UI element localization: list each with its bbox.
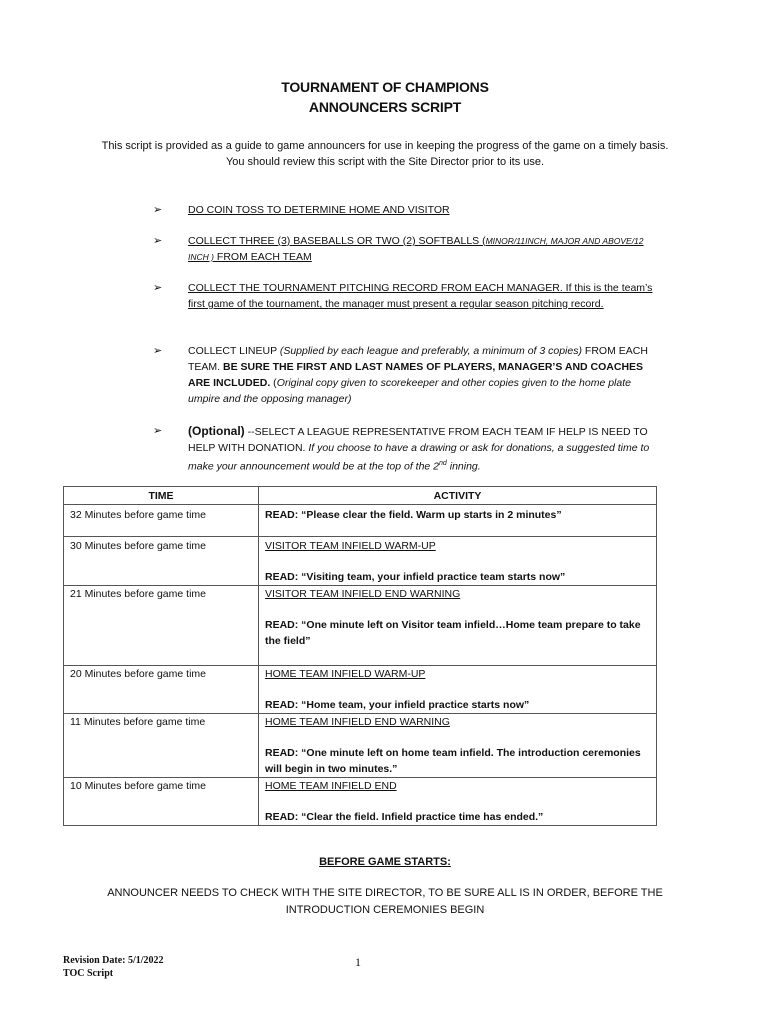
activity-cell: [259, 505, 657, 537]
bullet-text: DO COIN TOSS TO DETERMINE HOME AND VISITOR: [188, 204, 450, 216]
before-game-line-1: ANNOUNCER NEEDS TO CHECK WITH THE SITE DIRECTOR, TO BE SURE ALL IS IN ORDER, BEFORE THE: [107, 887, 663, 899]
bullet-note: (Supplied by each league and preferably, a minimum of 3 copies): [279, 345, 582, 357]
time-cell: 10 Minutes before game time: [64, 778, 259, 826]
activity-cell: [259, 666, 657, 714]
table-row: [64, 505, 657, 537]
bullet-optional-donation: [153, 423, 663, 475]
bullet-coin-toss: [153, 202, 663, 218]
bullet-note-end: inning.: [446, 460, 481, 473]
table-row: [64, 778, 657, 826]
before-game-line-2: INTRODUCTION CEREMONIES BEGIN: [285, 904, 485, 916]
activity-title: HOME TEAM INFIELD END WARNING: [265, 716, 450, 728]
bullet-text: --SELECT A LEAGUE REPRESENTATIVE FROM EACH TEAM IF HELP IS NEED TO HELP WITH DONATION.: [188, 426, 648, 454]
bullet-text: COLLECT THE TOURNAMENT PITCHING RECORD FROM EACH MANAGER.: [188, 282, 563, 294]
activity-cell: [259, 586, 657, 666]
intro-line-1: This script is provided as a guide to game announcers for use in keeping the progress of the game on a timely basis.: [101, 140, 669, 152]
bullet-text-rest: If this is the team’s first game of the tournament, the manager must present a regular season pitching record.: [188, 282, 653, 310]
intro-line-2: You should review this script with the Site Director prior to its use.: [225, 156, 545, 168]
time-cell: 30 Minutes before game time: [64, 537, 259, 586]
read-text: READ: “One minute left on home team infield. The introduction ceremonies will begin in two minutes.”: [265, 747, 641, 775]
bullet-text-end: FROM EACH TEAM: [213, 251, 312, 263]
bullet-note: If you choose to have a drawing or ask for donations, a suggested time to make your announcement would be at the top of the 2: [188, 442, 650, 473]
read-text: READ: “Visiting team, your infield practice team starts now”: [265, 571, 566, 583]
table-row: [64, 537, 657, 586]
bullet-text: COLLECT LINEUP: [188, 345, 280, 357]
time-cell: 11 Minutes before game time: [64, 714, 259, 778]
document-name: TOC Script: [63, 968, 114, 979]
arrow-bullet-icon: ➢: [153, 282, 163, 294]
arrow-bullet-icon: ➢: [153, 204, 163, 216]
document-subtitle: ANNOUNCERS SCRIPT: [308, 99, 462, 115]
bullet-note-2: Original copy given to scorekeeper and other copies given to the home plate umpire and the opposing manager): [188, 377, 631, 405]
table-row: [64, 714, 657, 778]
column-header-activity: ACTIVITY: [259, 487, 657, 505]
read-text: READ: “Please clear the field. Warm up starts in 2 minutes”: [265, 509, 562, 521]
activity-title: HOME TEAM INFIELD WARM-UP: [265, 668, 426, 680]
document-title: TOURNAMENT OF CHAMPIONS: [281, 79, 489, 95]
table-header-row: [64, 487, 657, 505]
schedule-table: [63, 486, 657, 826]
bullet-note: MINOR/11INCH, MAJOR AND ABOVE/12 INCH ): [188, 236, 644, 262]
bullet-sup: nd: [439, 460, 447, 467]
before-game-heading: BEFORE GAME STARTS:: [319, 856, 451, 868]
read-text: READ: “Home team, your infield practice starts now”: [265, 699, 530, 711]
bullet-text: COLLECT THREE (3) BASEBALLS OR TWO (2) SOFTBALLS (: [188, 235, 486, 247]
activity-title: VISITOR TEAM INFIELD WARM-UP: [265, 540, 436, 552]
footer: [63, 954, 164, 980]
bullet-collect-balls: [153, 233, 663, 265]
activity-cell: [259, 778, 657, 826]
bullet-emphasis: BE SURE THE FIRST AND LAST NAMES OF PLAYERS, MANAGER’S AND COACHES ARE INCLUDED.: [188, 361, 644, 389]
bullet-text-2: FROM EACH TEAM.: [188, 345, 648, 373]
table-row: [64, 666, 657, 714]
activity-title: HOME TEAM INFIELD END: [265, 780, 397, 792]
activity-cell: [259, 537, 657, 586]
read-text: READ: “One minute left on Visitor team infield…Home team prepare to take the field”: [265, 619, 641, 647]
page-number: 1: [355, 955, 361, 969]
bullet-pitching-record: [153, 280, 663, 312]
table-row: [64, 586, 657, 666]
time-cell: 20 Minutes before game time: [64, 666, 259, 714]
bullet-paren: (: [270, 377, 277, 389]
activity-title: VISITOR TEAM INFIELD END WARNING: [265, 588, 461, 600]
arrow-bullet-icon: ➢: [153, 345, 163, 357]
bullet-collect-lineup: [153, 343, 663, 407]
column-header-time: TIME: [64, 487, 259, 505]
arrow-bullet-icon: ➢: [153, 425, 163, 437]
activity-cell: [259, 714, 657, 778]
bullet-optional-label: (Optional): [188, 424, 245, 438]
time-cell: 32 Minutes before game time: [64, 505, 259, 537]
arrow-bullet-icon: ➢: [153, 235, 163, 247]
read-text: READ: “Clear the field. Infield practice time has ended.”: [265, 811, 544, 823]
revision-date: Revision Date: 5/1/2022: [63, 955, 164, 966]
time-cell: 21 Minutes before game time: [64, 586, 259, 666]
